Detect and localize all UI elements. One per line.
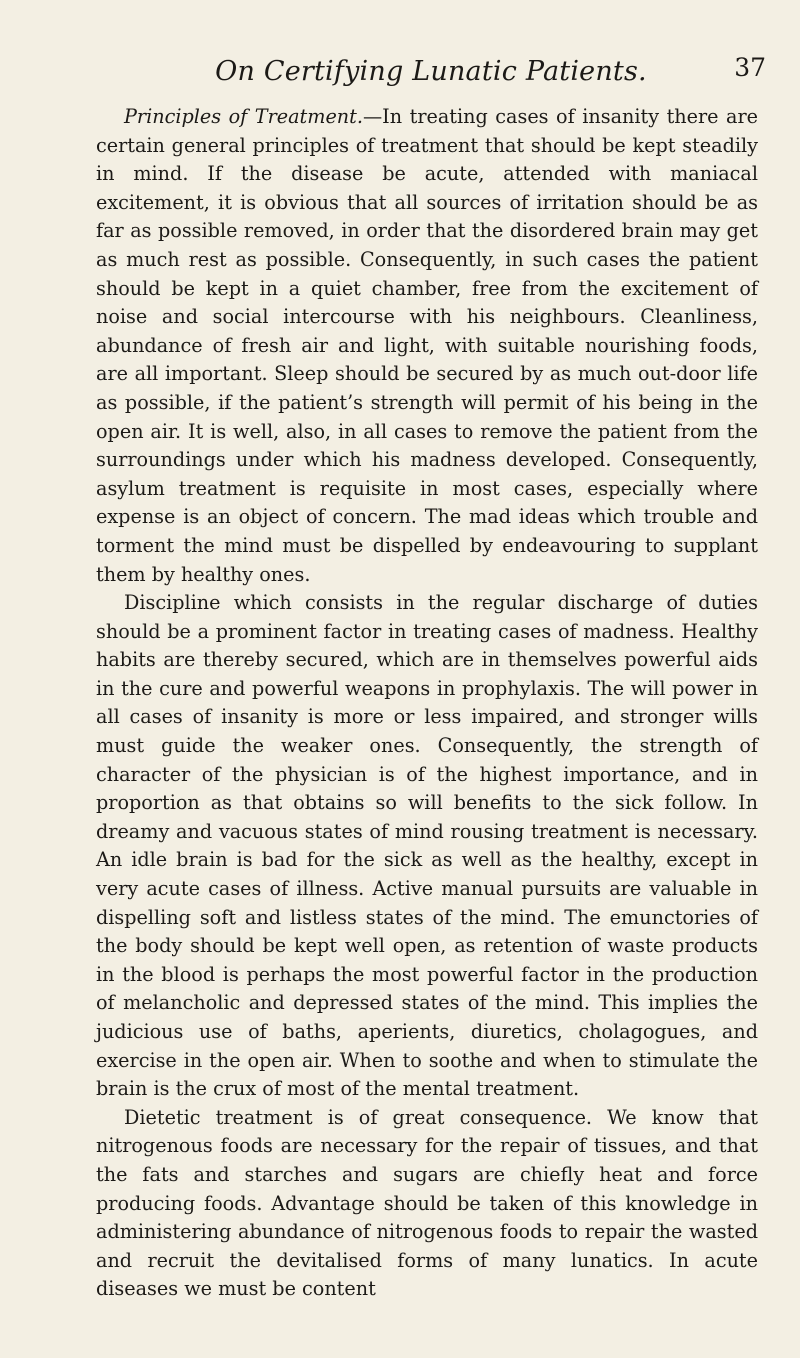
paragraph-dietetic <box>96 1104 758 1304</box>
paragraph-discipline <box>96 589 758 1104</box>
body-text <box>96 103 758 1304</box>
paragraph-principles <box>96 103 758 589</box>
page-number: 37 <box>734 53 766 82</box>
running-head <box>96 52 766 92</box>
paragraph-text: Dietetic treatment is of great consequence. We know that nitrogenous foods are necessary for the repair of tissues, and that the fats and starches and sugars are chiefly heat and force producing foods. Advantage should be taken of this knowledge in administering abundance of nitrogenous foods to repair the wasted and recruit the devitalised forms of many lunatics. In acute diseases we must be content <box>96 1105 758 1301</box>
running-title: On Certifying Lunatic Patients. <box>215 56 647 87</box>
paragraph-text: Discipline which consists in the regular discharge of duties should be a prominent factor in treating cases of madness. Healthy habits are thereby secured, which are in themselves powerful aids in the cure and powerful weapons in prophylaxis. The will power in all cases of insanity is more or less impaired, and stronger wills must guide the weaker ones. Consequently, the strength of character of the physician is of the highest importance, and in proportion as that obtains so will benefits to the sick follow. In dreamy and vacuous states of mind rousing treatment is necessary. An idle brain is bad for the sick as well as the healthy, except in very acute cases of illness. Active manual pursuits are valuable in dispelling soft and listless states of the mind. The emunctories of the body should be kept well open, as retention of waste products in the blood is perhaps the most powerful factor in the production of melancholic and depressed states of the mind. This implies the judicious use of baths, aperients, diuretics, cholagogues, and exercise in the open air. When to soothe and when to stimulate the brain is the crux of most of the mental treatment. <box>96 591 758 1101</box>
paragraph-text: —In treating cases of insanity there are certain general principles of treatment that should be kept steadily in mind. If the disease be acute, attended with maniacal excitement, it is obvious that all sources of irritation should be as far as possible removed, in order that the disordered brain may get as much rest as possible. Consequently, in such cases the patient should be kept in a quiet chamber, free from the excitement of noise and social intercourse with his neighbours. Cleanliness, abundance of fresh air and light, with suitable nourishing foods, are all important. Sleep should be secured by as much out-door life as possible, if the patient’s strength will permit of his being in the open air. It is well, also, in all cases to remove the patient from the surroundings under which his madness developed. Consequently, asylum treatment is requisite in most cases, especially where expense is an object of concern. The mad ideas which trouble and torment the mind must be dispelled by endeavouring to supplant them by healthy ones. <box>96 105 759 586</box>
section-heading: Principles of Treatment. <box>124 105 363 128</box>
